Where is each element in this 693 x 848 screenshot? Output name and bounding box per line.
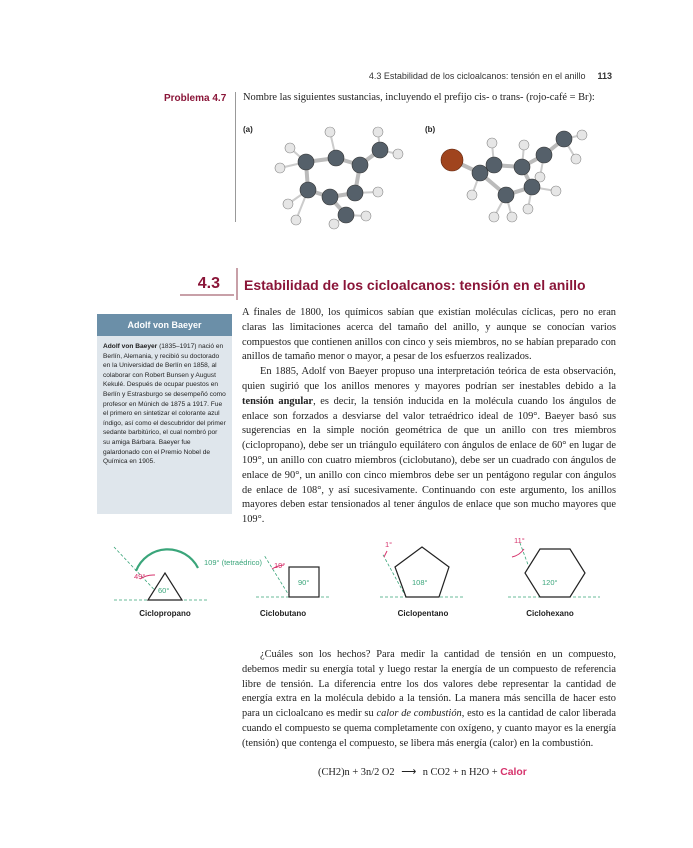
combustion-equation bbox=[318, 766, 527, 778]
cyclohexane-diagram bbox=[508, 536, 600, 597]
term-heat-of-combustion: calor de combustión bbox=[376, 708, 462, 720]
cyclopentane-label: Ciclopentano bbox=[397, 609, 449, 618]
ring-strain-figure bbox=[100, 535, 620, 605]
cyclopentane-diagram bbox=[380, 540, 465, 597]
molecule-a-label: (a) bbox=[243, 125, 253, 134]
equation-products: n CO2 + n H2O + bbox=[422, 767, 498, 778]
molecule-a-model bbox=[250, 120, 410, 230]
section-rule-vertical bbox=[236, 268, 238, 300]
header-title: 4.3 Estabilidad de los cicloalcanos: tensión en el anillo bbox=[368, 71, 586, 81]
equation-heat: Calor bbox=[500, 767, 527, 778]
equation-arrow: ⟶ bbox=[401, 767, 417, 778]
section-rule-horizontal bbox=[180, 294, 234, 296]
cyclobutane-strain: 19° bbox=[274, 561, 286, 570]
paragraph-3-start: ¿Cuáles son los hechos? Para medir la cantidad de tensión en un compuesto, debemos medir su energía total y luego restar la energía de un compuesto de referencia libre de tensión. La diferencia entre los dos valores debe representar la cantidad de energía extra en la molécula debido a la tensión. La manera más sencilla de hacer esto para un cicloalcano es medir su bbox=[242, 649, 616, 720]
section-number: 4.3 bbox=[197, 275, 220, 292]
body-text-2 bbox=[242, 648, 616, 752]
cyclopentane-strain: 1° bbox=[385, 540, 393, 549]
problem-text: Nombre las siguientes sustancias, incluyendo el prefijo cis- o trans- (rojo-café = Br): bbox=[243, 92, 595, 103]
paragraph-1: A finales de 1800, los químicos sabían que existían moléculas cíclicas, pero no eran claras las limitaciones acerca del tamaño del anillo, y aunque se conocían varios compuestos que contienen anillos con cinco y seis miembros, no se habían preparado con anillos de tamaño menor o mayor, a pesar de los esfuerzos realizados. bbox=[242, 307, 616, 363]
cyclopropane-strain: 49° bbox=[134, 572, 146, 581]
section-title: Estabilidad de los cicloalcanos: tensión en el anillo bbox=[244, 277, 586, 293]
running-header bbox=[0, 71, 612, 81]
cyclobutane-diagram bbox=[256, 555, 330, 597]
term-angle-strain: tensión angular bbox=[242, 395, 314, 407]
cyclohexane-label: Ciclohexano bbox=[526, 609, 574, 618]
bromine-atom bbox=[441, 149, 463, 171]
cyclohexane-strain: 11° bbox=[514, 536, 525, 545]
sidebar-title: Adolf von Baeyer bbox=[97, 314, 232, 336]
paragraph-2 bbox=[242, 365, 616, 528]
paragraph-3-end: , esto es la cantidad de calor liberada cuando el compuesto se quema completamente con oxígeno, y cuanto mayor es la energía (tensión) que contenga el compuesto, se libera más energía (calor) en la combustión. bbox=[242, 708, 616, 749]
paragraph-2-start: En 1885, Adolf von Baeyer propuso una interpretación teórica de esta observación, quien sugirió que los anillos menores y mayores podrían ser inestables debido a la bbox=[242, 366, 616, 392]
problem-divider bbox=[235, 92, 236, 222]
cyclobutane-label: Ciclobutano bbox=[259, 609, 307, 618]
molecule-b-label: (b) bbox=[425, 125, 436, 134]
cyclopropane-diagram bbox=[114, 547, 263, 600]
problem-label: Problema 4.7 bbox=[164, 93, 227, 104]
cyclohexane-angle: 120° bbox=[542, 578, 558, 587]
cyclopropane-reference: 109° (tetraédrico) bbox=[204, 558, 263, 567]
sidebar-text: (1835–1917) nació en Berlín, Alemania, y recibió su doctorado en la Universidad de Berlín en 1858, al colaborar con Robert Bunsen y August Kekulé. Después de ocupar puestos en Berlín y Estrasburgo se desempeñó como profesor en Múnich de 1875 a 1917. Fue el primero en sintetizar el colorante azul índigo, así como el descubridor del primer sedante barbitúrico, el cual nombró por su amiga Bárbara. Baeyer fue galardonado con el Premio Nobel de Química en 1905. bbox=[103, 343, 226, 466]
molecule-b-model bbox=[432, 125, 602, 225]
sidebar-name: Adolf von Baeyer bbox=[103, 343, 158, 350]
equation-reactants: (CH2)n + 3n/2 O2 bbox=[318, 767, 395, 778]
cyclobutane-angle: 90° bbox=[298, 578, 310, 587]
page-number: 113 bbox=[597, 71, 612, 81]
cyclopropane-label: Ciclopropano bbox=[139, 609, 191, 618]
sidebar-body bbox=[97, 336, 232, 473]
biography-sidebar bbox=[97, 314, 232, 514]
cyclopentane-angle: 108° bbox=[412, 578, 428, 587]
body-text bbox=[242, 306, 616, 528]
paragraph-2-end: , es decir, la tensión inducida en la molécula cuando los ángulos de enlace son forzados a desviarse del valor tetraédrico ideal de 109°. Baeyer basó sus sugerencias en la simple noción geométrica de que un anillo con tres miembros (ciclopropano), debe ser un triángulo equilátero con ángulos de enlace de 60° en lugar de 109°, un anillo con cuatro miembros (ciclobutano), debe ser un cuadrado con ángulos de enlace de 90°, un anillo con cinco miembros debe ser un pentágono regular con ángulos de enlace de 108°, y así sucesivamente. Continuando con este argumento, los anillos mayores deben estar tensionados al tener ángulos de enlace que son mucho mayores que 109°. bbox=[242, 395, 616, 526]
cyclopropane-angle: 60° bbox=[158, 586, 170, 595]
paragraph-3 bbox=[242, 648, 616, 752]
